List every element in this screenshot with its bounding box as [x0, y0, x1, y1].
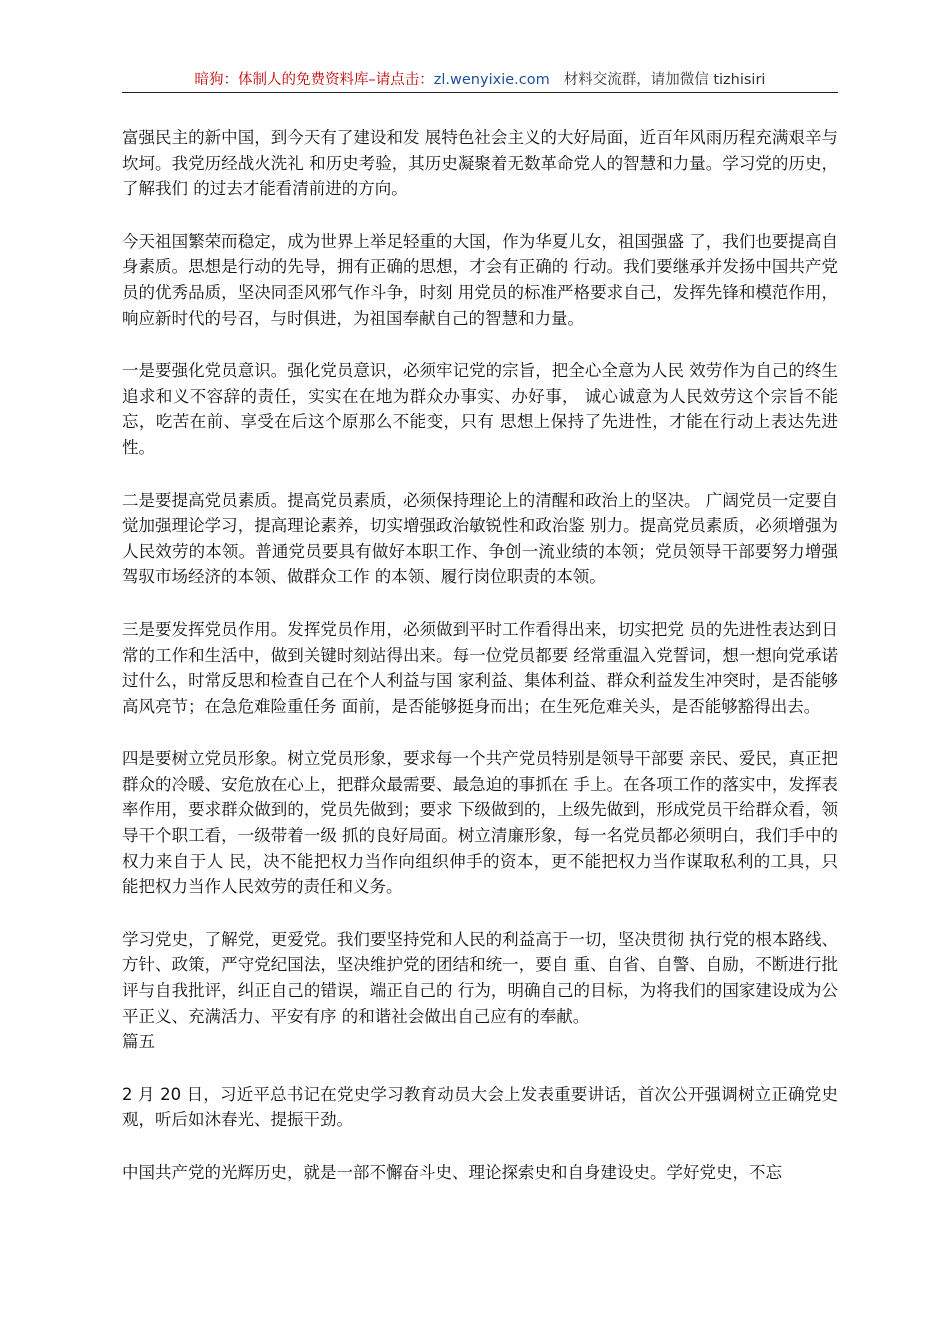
paragraph-5: 三是要发挥党员作用。发挥党员作用，必须做到平时工作看得出来，切实把党 员的先进性表达到日常的工作和生活中，做到关键时刻站得出来。每一位党员都要 经常重温入党誓词，想一想向党承诺过什么，时常反思和检查自己在个人利益与国 家利益、集体利益、群众利益发生冲突时，是否能够高风亮节；在急危难险重任务 面前，是否能够挺身而出；在生死危难关头，是否能够豁得出去。 [122, 619, 838, 716]
header-brand: 暗狗：体制人的免费资料库 [194, 72, 369, 88]
paragraph-9: 中国共产党的光辉历史，就是一部不懈奋斗史、理论探索史和自身建设史。学好党史，不忘 [122, 1163, 782, 1182]
section-heading: 篇五 [122, 1032, 155, 1052]
paragraph-6: 四是要树立党员形象。树立党员形象，要求每一个共产党员特别是领导干部要 亲民、爱民，真正把群众的冷暖、安危放在心上，把群众最需要、最急迫的事抓在 手上。在各项工作的落实中，发挥表率作用，要求群众做到的，党员先做到；要求 下级做到的，上级先做到，形成党员干给群众看，领导干个职工看，一级带着一级 抓的良好局面。树立清廉形象，每一名党员都必须明白，我们手中的权力来自于人 民，决不能把权力当作向组织伸手的资本，更不能把权力当作谋取私利的工具，只 能把权力当作人民效劳的责任和义务。 [122, 749, 838, 897]
paragraph-1: 富强民主的新中国，到今天有了建设和发 展特色社会主义的大好局面，近百年风雨历程充满艰辛与坎坷。我党历经战火洗礼 和历史考验，其历史凝聚着无数革命党人的智慧和力量。学习党的历史，了解我们 的过去才能看清前进的方向。 [122, 128, 838, 199]
paragraph-7: 学习党史，了解党，更爱党。我们要坚持党和人民的利益高于一切，坚决贯彻 执行党的根本路线、方针、政策，严守党纪国法，坚决维护党的团结和统一，要自 重、自省、自警、自励，不断进行批评与自我批评，纠正自己的错误，端正自己的 行为，明确自己的目标，为将我们的国家建设成为公平正义、充满活力、平安有序 的和谐社会做出自己应有的奉献。 [122, 929, 838, 1026]
paragraph-3: 一是要强化党员意识。强化党员意识，必须牢记党的宗旨，把全心全意为人民 效劳作为自己的终生追求和义不容辞的责任，实实在在地为群众办事实、办好事， 诚心诚意为人民效劳这个宗旨不能忘，吃苦在前、享受在后这个原那么不能变，只有 思想上保持了先进性，才能在行动上表达先进性。 [122, 361, 838, 457]
paragraph-8: 2 月 20 日，习近平总书记在党史学习教育动员大会上发表重要讲话，首次公开强调树立正确党史观，听后如沐春光、提振干劲。 [122, 1084, 838, 1130]
header-url-link[interactable]: zl.wenyixie.com [433, 72, 550, 88]
paragraph-2: 今天祖国繁荣而稳定，成为世界上举足轻重的大国，作为华夏儿女，祖国强盛 了，我们也要提高自身素质。思想是行动的先导，拥有正确的思想，才会有正确的 行动。我们要继承并发扬中国共产党员的优秀品质，坚决同歪风邪气作斗争，时刻 用党员的标准严格要求自己，发挥先锋和模范作用，响应新时代的号召，与时俱进，为祖国奉献自己的智慧和力量。 [122, 231, 838, 328]
header-contact: 材料交流群，请加微信 tizhisiri [563, 72, 766, 88]
document-body [122, 125, 838, 1186]
paragraph-4: 二是要提高党员素质。提高党员素质，必须保持理论上的清醒和政治上的坚决。 广阔党员一定要自觉加强理论学习，提高理论素养，切实增强政治敏锐性和政治鉴 别力。提高党员素质，必须增强为人民效劳的本领。普通党员要具有做好本职工作、争创一流业绩的本领；党员领导干部要努力增强驾驭市场经济的本领、做群众工作 的本领、履行岗位职责的本领。 [122, 490, 838, 587]
page-header [122, 70, 838, 93]
header-prompt: –请点击： [368, 72, 434, 88]
